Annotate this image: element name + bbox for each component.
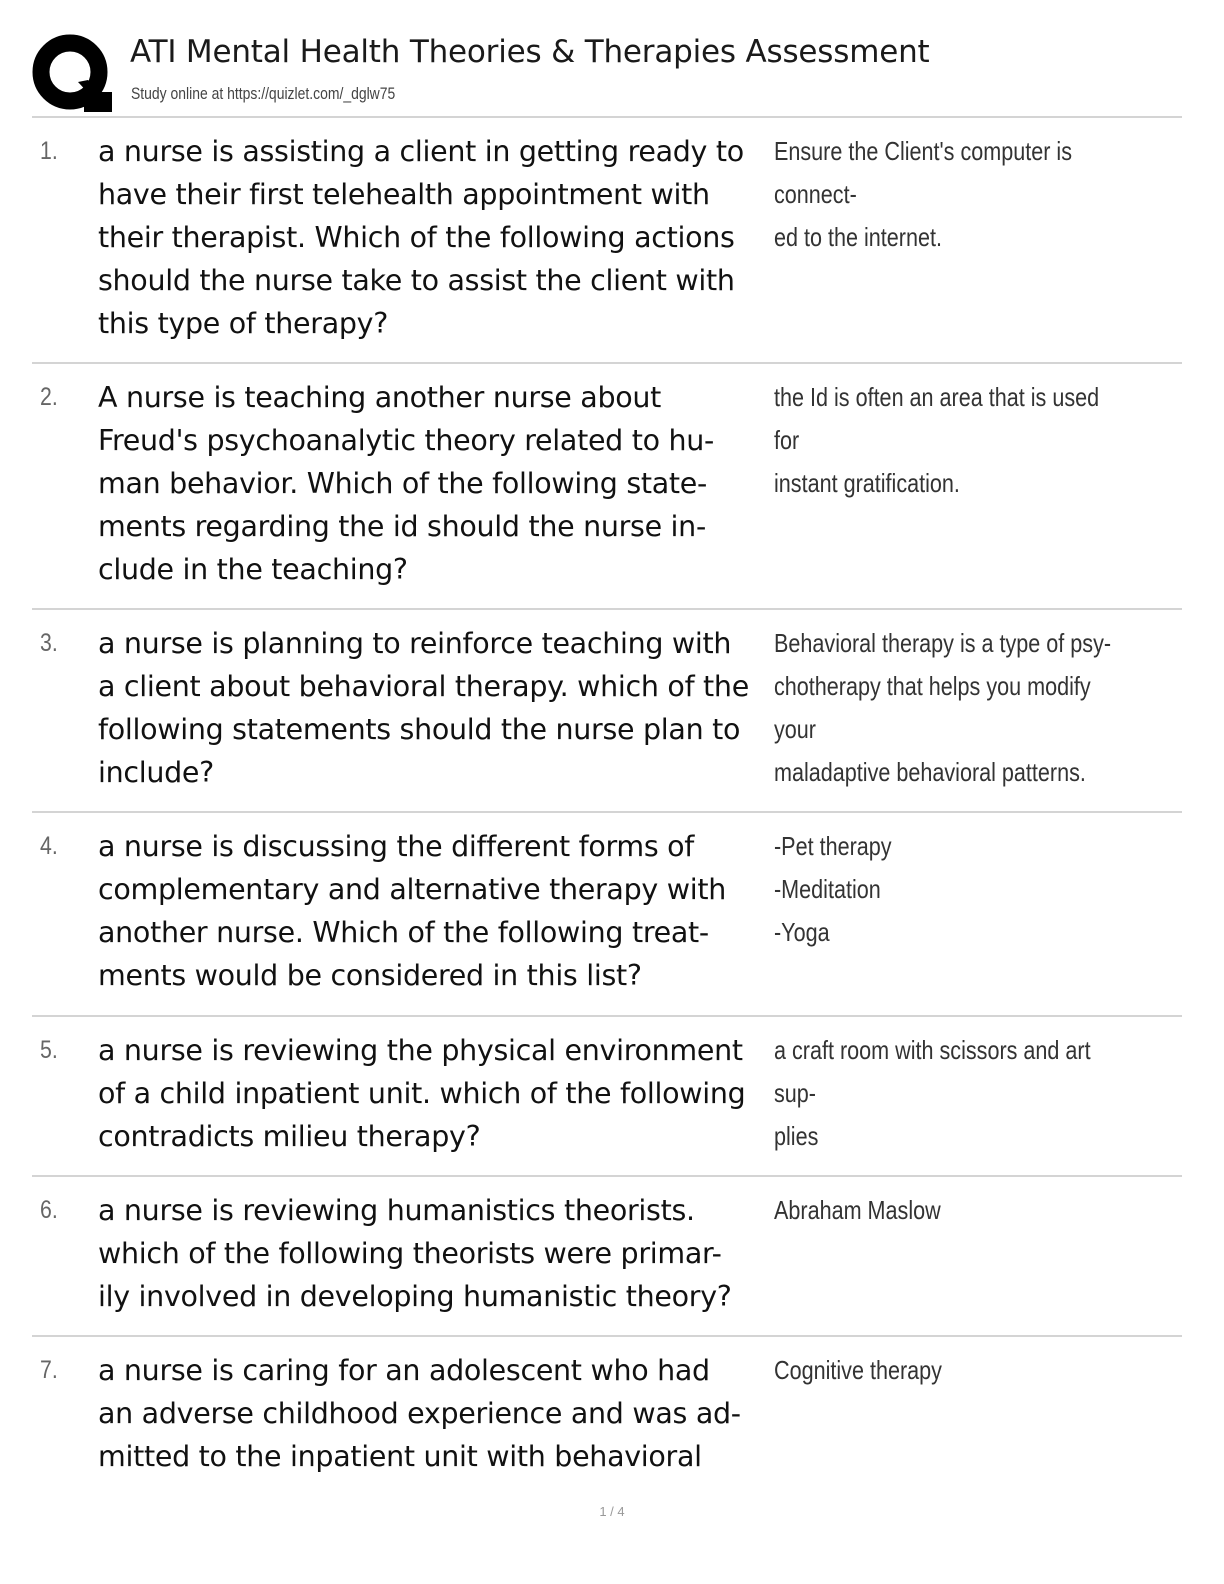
- card-number: 7.: [40, 1356, 58, 1384]
- card-answer: Cognitive therapy: [774, 1355, 942, 1385]
- card-number: 6.: [40, 1196, 58, 1224]
- flashcard-7: [32, 1349, 1182, 1489]
- card-number: 4.: [40, 832, 58, 860]
- card-divider: [32, 811, 1182, 813]
- card-answer: Ensure the Client's computer is connect- ed to the internet.: [774, 136, 1072, 252]
- card-divider: [32, 1175, 1182, 1177]
- card-question: a nurse is discussing the different forms of complementary and alternative therapy with another nurse. Which of the following treat- ments would be considered in this list?: [98, 830, 726, 992]
- card-question: a nurse is reviewing humanistics theorists. which of the following theorists were primar- ily involved in developing humanistic theory?: [98, 1194, 732, 1313]
- flashcard-4: [32, 825, 1182, 1005]
- flashcard-2: [32, 376, 1182, 596]
- page-header: [32, 30, 1182, 116]
- flashcard-5: [32, 1029, 1182, 1169]
- card-answer: a craft room with scissors and art sup- plies: [774, 1035, 1091, 1151]
- header-divider: [32, 116, 1182, 118]
- card-divider: [32, 1015, 1182, 1017]
- flashcard-3: [32, 622, 1182, 802]
- card-answer: Abraham Maslow: [774, 1195, 941, 1225]
- flashcard-1: [32, 130, 1182, 350]
- page-indicator: 1 / 4: [599, 1504, 625, 1519]
- card-question: a nurse is reviewing the physical environment of a child inpatient unit. which of the following contradicts milieu therapy?: [98, 1034, 746, 1153]
- card-answer: the Id is often an area that is used for instant gratification.: [774, 382, 1100, 498]
- card-question: A nurse is teaching another nurse about Freud's psychoanalytic theory related to hu- man behavior. Which of the following state- ments regarding the id should the nurse in- clude in the teaching?: [98, 381, 715, 586]
- card-question: a nurse is planning to reinforce teaching with a client about behavioral therapy. which of the following statements should the nurse plan to include?: [98, 627, 749, 789]
- card-question: a nurse is assisting a client in getting ready to have their first telehealth appointment with their therapist. Which of the following actions should the nurse take to assist the client with this type of therapy?: [98, 135, 744, 340]
- card-divider: [32, 362, 1182, 364]
- card-number: 3.: [40, 629, 58, 657]
- flashcard-6: [32, 1189, 1182, 1329]
- card-answer: -Pet therapy -Meditation -Yoga: [774, 831, 892, 947]
- quizlet-logo-icon: [32, 34, 112, 114]
- card-number: 2.: [40, 383, 58, 411]
- card-answer: Behavioral therapy is a type of psy- chotherapy that helps you modify your maladaptive behavioral patterns.: [774, 628, 1112, 787]
- document-title: ATI Mental Health Theories & Therapies Assessment: [130, 34, 930, 70]
- card-divider: [32, 608, 1182, 610]
- card-number: 1.: [40, 137, 58, 165]
- card-divider: [32, 1335, 1182, 1337]
- study-online-link[interactable]: Study online at https://quizlet.com/_dglw75: [131, 84, 396, 103]
- card-question: a nurse is caring for an adolescent who had an adverse childhood experience and was ad- mitted to the inpatient unit with behavioral: [98, 1354, 741, 1473]
- card-number: 5.: [40, 1036, 58, 1064]
